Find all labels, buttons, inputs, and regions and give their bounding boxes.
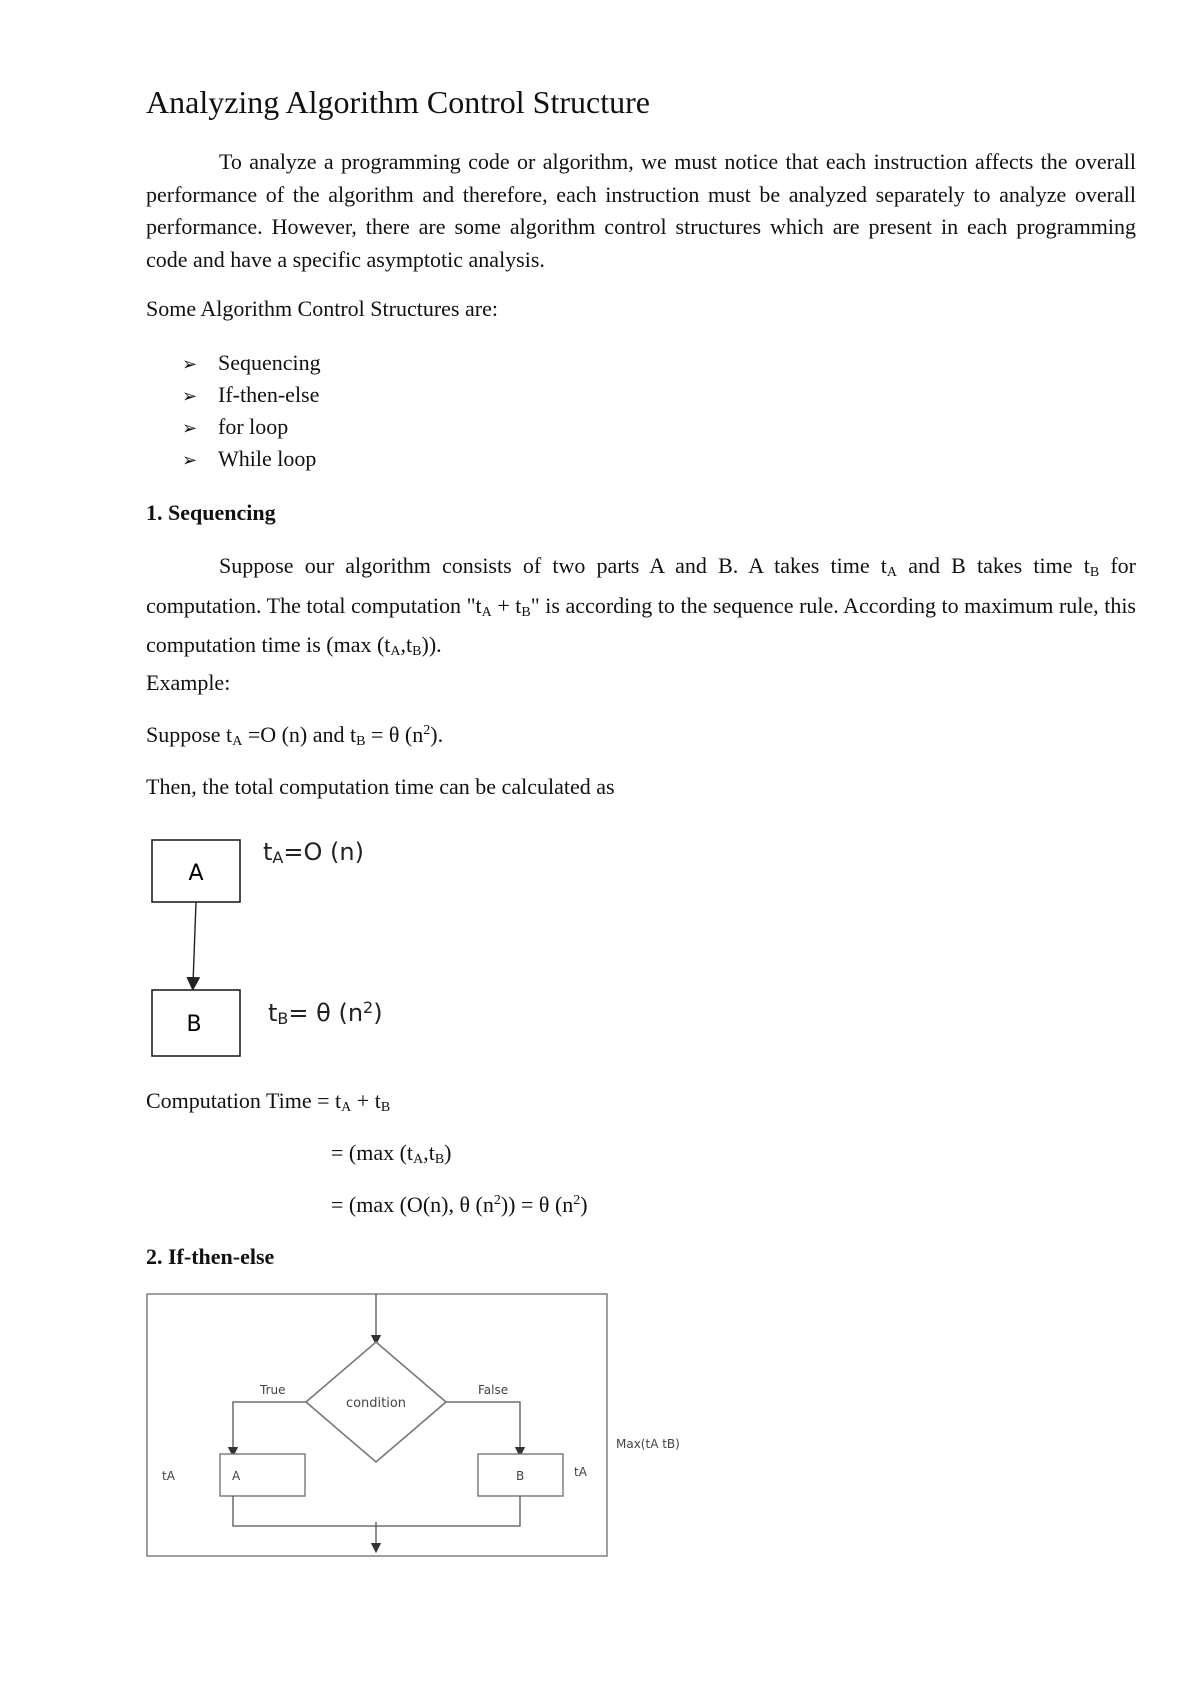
arrow-bullet-icon: ➢ <box>182 450 198 471</box>
flow-box-a-label: A <box>232 1469 241 1483</box>
structures-list <box>182 347 321 475</box>
ta-left-label: tA <box>162 1469 175 1483</box>
suppose-line: Suppose $t_A =O$ (n) and $t_B = \theta$ $(n^2)$. <box>146 722 444 749</box>
ifthenelse-heading: 2. If-then-else <box>146 1244 275 1269</box>
max-label: Max(tA tB) <box>616 1437 680 1451</box>
arrow-bullet-icon: ➢ <box>182 354 198 375</box>
sequencing-paragraph: Suppose our algorithm consists of two parts A and B. A takes time $t_A$ and B takes time $t_B$ for computation. The total computation "$t_A + t_B$" is according to the sequence rule. According to maximum rule, this computation time is (max $(t_A,t_B)$). <box>146 553 1137 659</box>
ta-label: $t_A=O$ (n) <box>263 838 364 867</box>
box-a-label: A <box>188 861 204 886</box>
ifthenelse-flowchart <box>140 1290 700 1570</box>
arrow-bullet-icon: ➢ <box>182 386 198 407</box>
sequencing-heading: 1. Sequencing <box>146 500 276 525</box>
flow-box-b-label: B <box>516 1469 525 1483</box>
then-line: Then, the total computation time can be calculated as <box>146 774 615 799</box>
true-label: True <box>260 1383 286 1397</box>
list-item: ➢ for loop <box>182 411 321 443</box>
structures-intro: Some Algorithm Control Structures are: <box>146 296 498 321</box>
false-label: False <box>478 1383 509 1397</box>
ta-right-label: tA <box>574 1465 587 1479</box>
sequence-arrow <box>193 902 196 984</box>
list-item: ➢ While loop <box>182 443 321 475</box>
computation-line-2: = (max $(t_A,t_B)$ <box>331 1140 452 1167</box>
example-label: Example: <box>146 670 231 695</box>
computation-line-3: = (max (O(n), θ $(n^2)) = \theta$ $(n^2)$ <box>331 1192 588 1217</box>
tb-label: $t_B= \theta$ $(n^2)$ <box>268 998 383 1028</box>
intro-paragraph: To analyze a programming code or algorithm, we must notice that each instruction affects the overall performance of the algorithm and therefore, each instruction must be analyzed separately to analyze overall performance. However, there are some algorithm control structures which are present in each programming code and have a specific asymptotic analysis. <box>146 149 1136 272</box>
condition-label: condition <box>345 1396 407 1411</box>
box-b-label: B <box>186 1012 202 1037</box>
list-item: ➢ If-then-else <box>182 379 321 411</box>
list-item: ➢ Sequencing <box>182 347 321 379</box>
page-title: Analyzing Algorithm Control Structure <box>146 84 650 120</box>
computation-line-1: Computation Time = $t_A + t_B$ <box>146 1088 391 1115</box>
arrow-bullet-icon: ➢ <box>182 418 198 439</box>
